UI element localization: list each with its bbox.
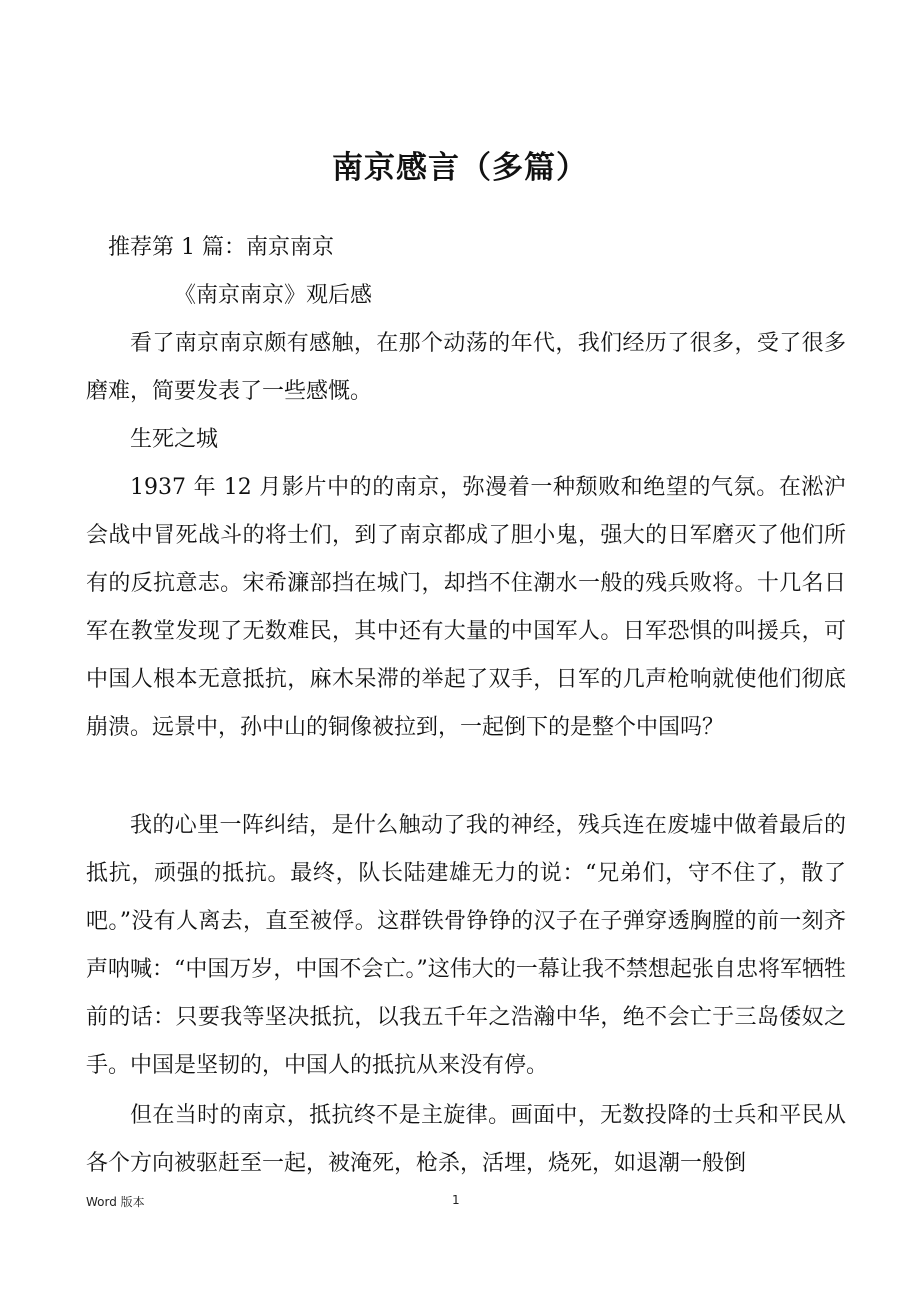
section-heading: 生死之城 (130, 427, 219, 452)
recommend-heading: 推荐第 1 篇：南京南京 (108, 235, 334, 260)
paragraph-resistance: 我的心里一阵纠结，是什么触动了我的神经，残兵连在废墟中做着最后的抵抗，顽强的抵抗。最终，队长陆建雄无力的说：“兄弟们，守不住了，散了吧。”没有人离去，直至被俘。这群铁骨铮铮的汉子在子弹穿透胸膛的前一刻齐声呐喊：“中国万岁，中国不会亡。”这伟大的一幕让我不禁想起张自忠将军牺牲前的话：只要我等坚决抵抗，以我五千年之浩瀚中华，绝不会亡于三岛倭奴之手。中国是坚韧的，中国人的抵抗从来没有停。 (86, 813, 846, 1078)
document-title: 南京感言（多篇） (332, 150, 588, 186)
paragraph-city: 1937 年 12 月影片中的的南京，弥漫着一种颓败和绝望的气氛。在淞沪会战中冒死战斗的将士们，到了南京都成了胆小鬼，强大的日军磨灭了他们所有的反抗意志。宋希濂部挡在城门，却挡不住潮水一般的残兵败将。十几名日军在教堂发现了无数难民，其中还有大量的中国军人。日军恐惧的叫援兵，可中国人根本无意抵抗，麻木呆滞的举起了双手，日军的几声枪响就使他们彻底崩溃。远景中，孙中山的铜像被拉到，一起倒下的是整个中国吗？ (86, 475, 846, 740)
paragraph-intro: 看了南京南京颇有感触，在那个动荡的年代，我们经历了很多，受了很多磨难，简要发表了一些感慨。 (86, 331, 846, 404)
paragraph-massacre: 但在当时的南京，抵抗终不是主旋律。画面中，无数投降的士兵和平民从各个方向被驱赶至一起，被淹死，枪杀，活埋，烧死，如退潮一般倒 (86, 1103, 846, 1176)
footer-version: Word 版本 (86, 1195, 145, 1209)
page-number: 1 (452, 1193, 460, 1207)
article-subtitle: 《南京南京》观后感 (174, 283, 373, 308)
